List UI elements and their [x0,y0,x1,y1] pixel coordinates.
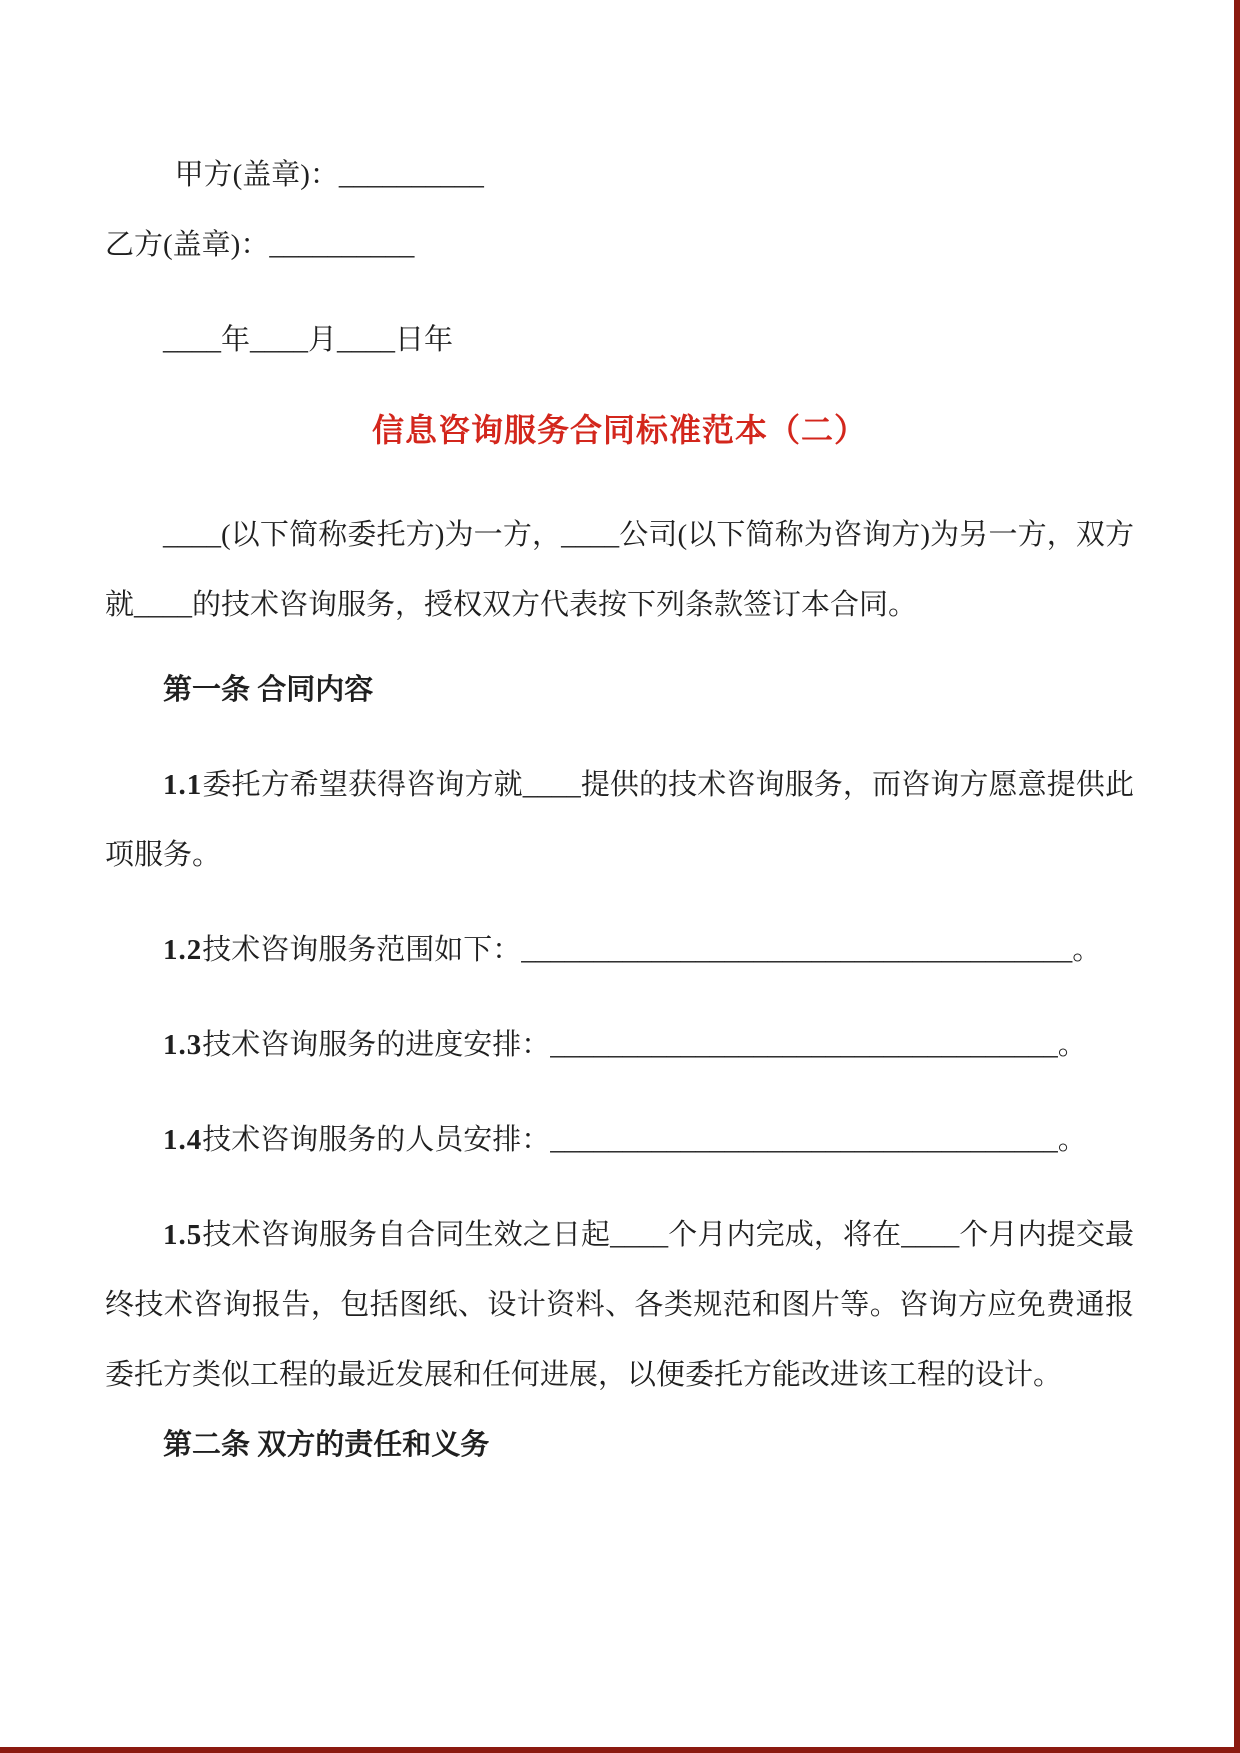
clause-1-2-text: 技术咨询服务范围如下：______________________________________。 [202,934,1102,966]
party-b-seal-line: 乙方(盖章)：__________ [105,229,415,261]
clause-1-4-number: 1.4 [163,1124,203,1156]
clause-1-1 [105,750,1134,890]
clause-1-3 [105,1010,1134,1080]
document-title: 信息咨询服务合同标准范本（二） [371,412,867,448]
clause-1-3-number: 1.3 [163,1029,203,1061]
clause-1-5 [105,1200,1134,1410]
date-blank-line: ____年____月____日年 [163,324,454,356]
clause-1-2 [105,915,1134,985]
clause-1-5-number: 1.5 [163,1219,203,1251]
section-2-heading: 第二条 双方的责任和义务 [163,1429,490,1461]
intro-paragraph: ____(以下简称委托方)为一方，____公司(以下简称为咨询方)为另一方，双方就____的技术咨询服务，授权双方代表按下列条款签订本合同。 [105,519,1134,621]
clause-1-4 [105,1105,1134,1175]
clause-1-2-number: 1.2 [163,934,203,966]
clause-1-1-number: 1.1 [163,769,203,801]
section-1-heading: 第一条 合同内容 [163,674,374,706]
clause-1-3-text: 技术咨询服务的进度安排：___________________________________。 [202,1029,1087,1061]
party-a-seal-line: 甲方(盖章)：__________ [174,159,484,191]
clause-1-1-text: 委托方希望获得咨询方就____提供的技术咨询服务，而咨询方愿意提供此项服务。 [105,769,1134,871]
clause-1-4-text: 技术咨询服务的人员安排：___________________________________。 [202,1124,1087,1156]
clause-1-5-text: 技术咨询服务自合同生效之日起____个月内完成，将在____个月内提交最终技术咨询报告，包括图纸、设计资料、各类规范和图片等。咨询方应免费通报委托方类似工程的最近发展和任何进展，以便委托方能改进该工程的设计。 [105,1219,1134,1391]
